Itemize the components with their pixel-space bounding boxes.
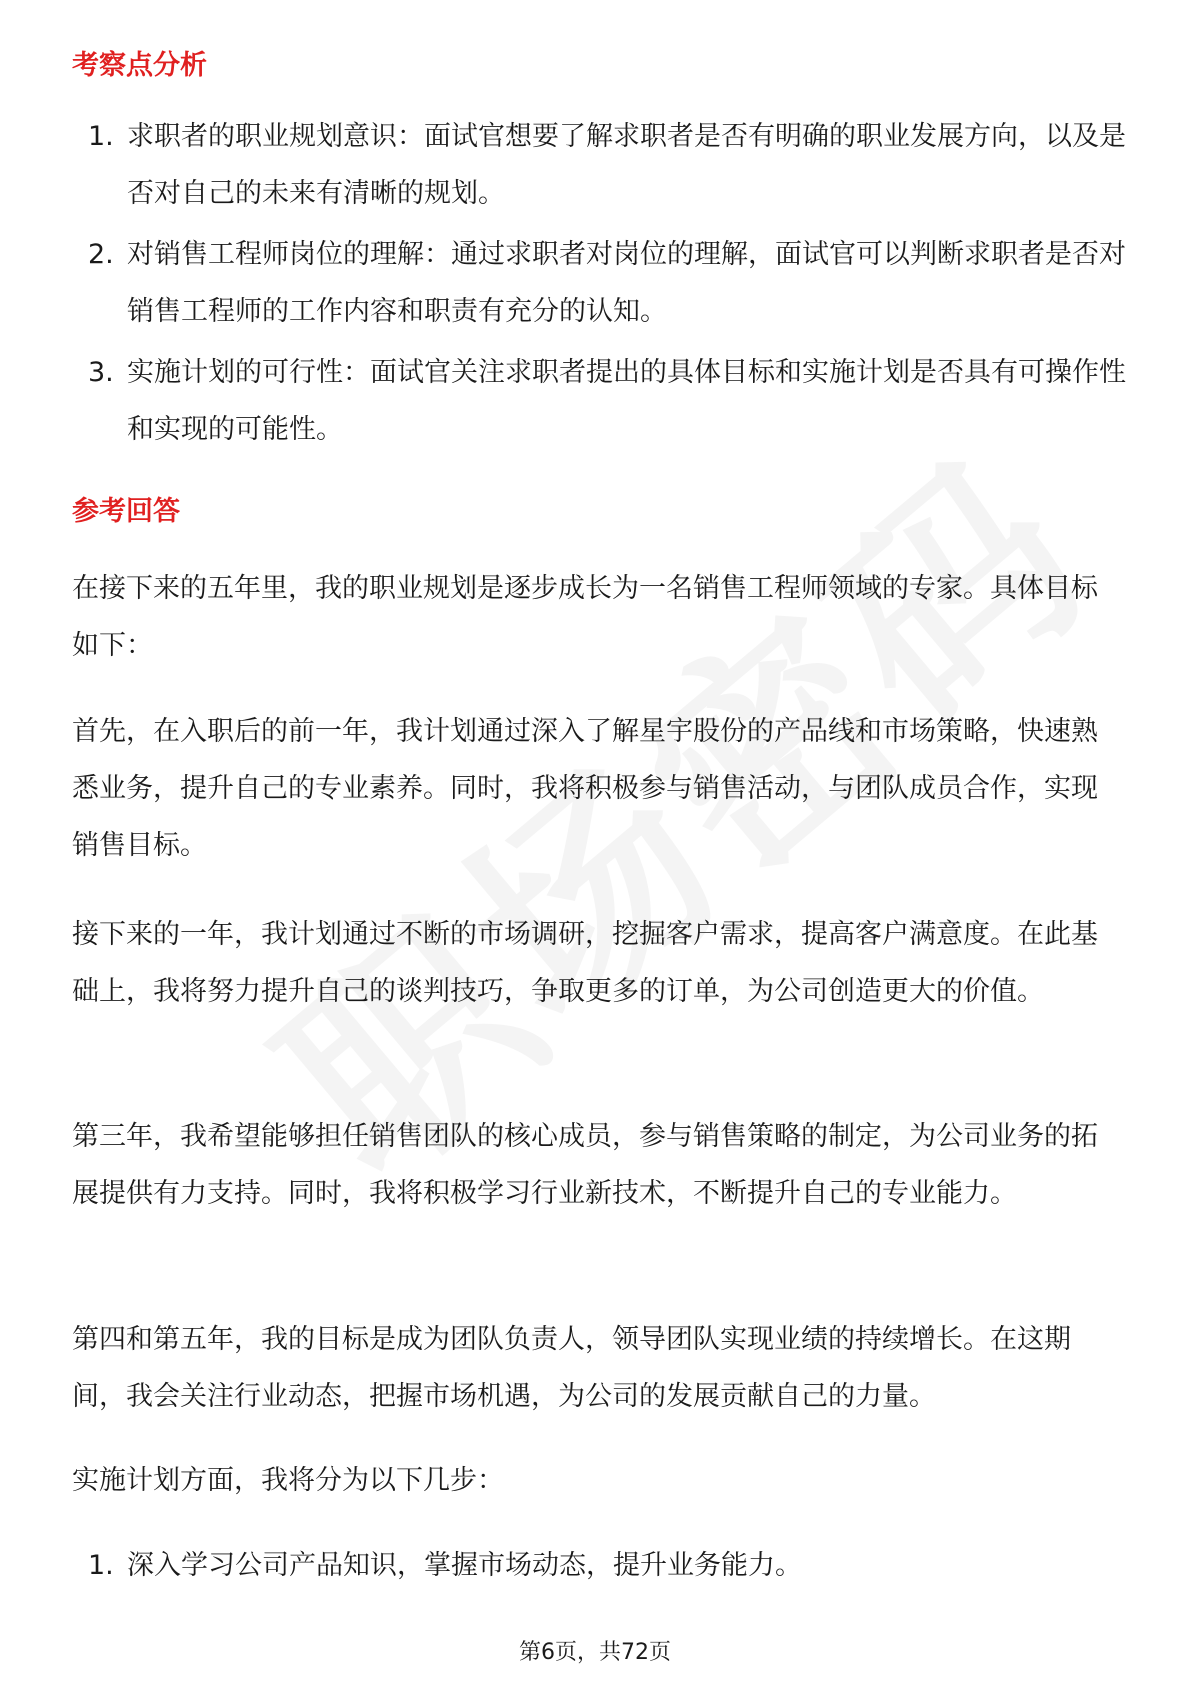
list-item — [72, 344, 1132, 458]
list-number: 3. — [88, 357, 114, 388]
list-item-text: 深入学习公司产品知识，掌握市场动态，提升业务能力。 — [127, 1550, 802, 1581]
list-number: 2. — [88, 239, 114, 270]
section-heading-answer: 参考回答 — [72, 496, 180, 527]
answer-paragraph: 实施计划方面，我将分为以下几步： — [72, 1465, 504, 1496]
list-item — [72, 108, 1132, 222]
answer-paragraph: 接下来的一年，我计划通过不断的市场调研，挖掘客户需求，提高客户满意度。在此基础上，我将努力提升自己的谈判技巧，争取更多的订单，为公司创造更大的价值。 — [72, 919, 1098, 1007]
list-item-text: 求职者的职业规划意识：面试官想要了解求职者是否有明确的职业发展方向，以及是否对自己的未来有清晰的规划。 — [127, 121, 1126, 209]
list-item — [72, 1537, 1132, 1594]
list-item — [72, 226, 1132, 340]
analysis-list — [72, 108, 1132, 462]
section-heading-analysis: 考察点分析 — [72, 50, 207, 81]
list-number: 1. — [88, 1550, 114, 1581]
answer-paragraph: 第四和第五年，我的目标是成为团队负责人，领导团队实现业绩的持续增长。在这期间，我会关注行业动态，把握市场机遇，为公司的发展贡献自己的力量。 — [72, 1324, 1071, 1412]
answer-paragraph: 在接下来的五年里，我的职业规划是逐步成长为一名销售工程师领域的专家。具体目标如下： — [72, 573, 1098, 661]
answer-paragraph: 第三年，我希望能够担任销售团队的核心成员，参与销售策略的制定，为公司业务的拓展提供有力支持。同时，我将积极学习行业新技术，不断提升自己的专业能力。 — [72, 1121, 1098, 1209]
plan-list — [72, 1537, 1132, 1598]
list-number: 1. — [88, 121, 114, 152]
answer-paragraph: 首先，在入职后的前一年，我计划通过深入了解星宇股份的产品线和市场策略，快速熟悉业务，提升自己的专业素养。同时，我将积极参与销售活动，与团队成员合作，实现销售目标。 — [72, 716, 1098, 861]
page-footer: 第6页，共72页 — [519, 1640, 671, 1665]
list-item-text: 对销售工程师岗位的理解：通过求职者对岗位的理解，面试官可以判断求职者是否对销售工程师的工作内容和职责有充分的认知。 — [127, 239, 1126, 327]
list-item-text: 实施计划的可行性：面试官关注求职者提出的具体目标和实施计划是否具有可操作性和实现的可能性。 — [127, 357, 1126, 445]
